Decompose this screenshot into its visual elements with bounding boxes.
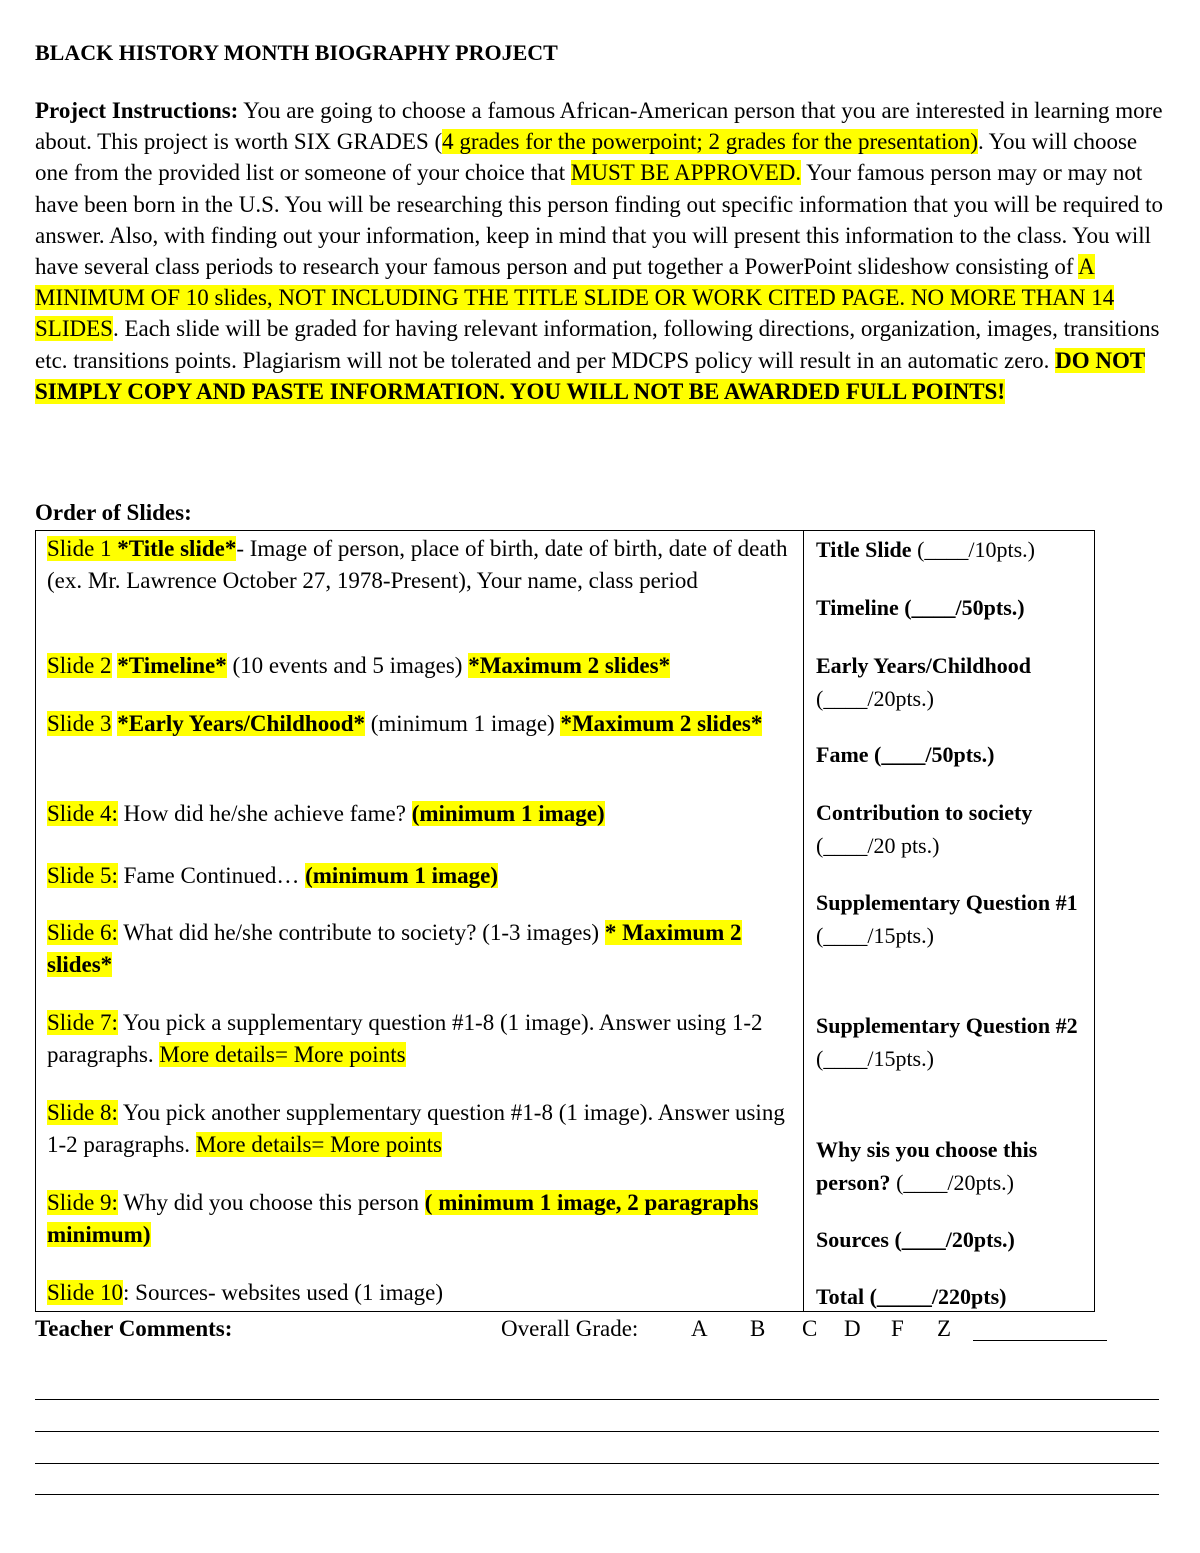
- slide-count-highlight: A MINIMUM OF 10 slides, NOT INCLUDING THE TITLE SLIDE OR WORK CITED PAGE. NO MORE THAN 14 SLIDES: [35, 254, 1115, 342]
- instructions-text-3: Your famous person may or may not have been born in the U.S. You will be researching this person finding out specific information that you will be required to answer. Also, with finding out your information, keep in mind that you will present this information to the class. You will have several class periods to research your famous person and put together a PowerPoint slideshow consisting of: [35, 160, 1164, 280]
- comment-line[interactable]: [35, 1399, 1159, 1400]
- instructions-text-4: . Each slide will be graded for having relevant information, following directions, organization, images, transitions etc. transitions points. Plagiarism will not be tolerated and per MDCPS policy will result in an automatic zero.: [35, 316, 1160, 373]
- points-sources: [816, 1223, 1086, 1256]
- slide-description: What did he/she contribute to society? (1-3 images): [117, 920, 605, 945]
- points-label: Supplementary Question #1: [816, 890, 1078, 915]
- slides-column: [36, 531, 804, 1311]
- slide-note: (minimum 1 image): [305, 863, 499, 888]
- points-fame: Fame (____/50pts.): [816, 742, 995, 767]
- points-label: Sources: [816, 1227, 889, 1252]
- slide-label: Slide 3: [47, 711, 112, 736]
- slide-1-row: [47, 533, 789, 597]
- slide-note: *Maximum 2 slides*: [468, 653, 671, 678]
- slide-5-row: [47, 860, 789, 892]
- points-timeline: Timeline (____/50pts.): [816, 595, 1025, 620]
- points-score: (____/10pts.): [911, 537, 1036, 562]
- slide-6-row: [47, 917, 789, 981]
- points-label: Contribution to society: [816, 800, 1033, 825]
- grade-option-f[interactable]: F: [891, 1316, 904, 1341]
- points-label: Supplementary Question #2: [816, 1013, 1078, 1038]
- teacher-comments-label: Teacher Comments:: [35, 1316, 233, 1341]
- slide-2-row: [47, 650, 789, 682]
- grade-option-b[interactable]: B: [750, 1316, 766, 1341]
- slide-4-row: [47, 798, 789, 830]
- slide-description: - Image of person, place of birth, date of birth, date of death (ex. Mr. Lawrence October 27, 1978-Present), Your name, class period: [47, 536, 788, 593]
- slide-7-row: [47, 1007, 789, 1071]
- slide-note: ( minimum 1 image, 2 paragraphs minimum): [47, 1190, 759, 1247]
- grade-option-d[interactable]: D: [844, 1316, 861, 1341]
- points-supplementary-1: [816, 886, 1086, 952]
- grades-highlight: 4 grades for the powerpoint; 2 grades for the presentation): [442, 129, 979, 155]
- points-score: (____/20 pts.): [816, 833, 940, 858]
- grade-option-a[interactable]: A: [691, 1316, 708, 1341]
- slide-note: *Maximum 2 slides*: [560, 711, 763, 736]
- slide-8-row: [47, 1097, 789, 1161]
- slide-title: *Title slide*: [117, 536, 237, 561]
- slide-title: *Timeline*: [117, 653, 227, 678]
- comment-line[interactable]: [35, 1494, 1159, 1495]
- slide-label: Slide 10: [47, 1280, 124, 1305]
- instructions-text-2: . You will choose one from the provided list or someone of your choice that: [35, 129, 1138, 186]
- plagiarism-warning: DO NOT SIMPLY COPY AND PASTE INFORMATION. YOU WILL NOT BE AWARDED FULL POINTS!: [35, 347, 1146, 404]
- points-label: Why sis you choose this person?: [816, 1137, 1038, 1195]
- points-score: (____/20pts.): [816, 686, 934, 711]
- slide-label: Slide 8:: [47, 1100, 118, 1125]
- slide-note: (minimum 1 image): [411, 801, 605, 826]
- points-total: Total (_____/220pts): [816, 1284, 1007, 1309]
- slide-title: *Early Years/Childhood*: [117, 711, 365, 736]
- project-instructions: [35, 95, 1165, 407]
- slide-description: You pick a supplementary question #1-8 (1 image). Answer using 1-2 paragraphs.: [47, 1010, 763, 1067]
- points-title-slide: [816, 533, 1086, 566]
- grade-blank-line[interactable]: [973, 1340, 1107, 1341]
- points-score: (____/15pts.): [816, 1046, 934, 1071]
- instructions-text-1: You are going to choose a famous African-American person that you are interested in learning more about. This project is worth SIX GRADES (: [35, 98, 1163, 155]
- slide-description: You pick another supplementary question #1-8 (1 image). Answer using 1-2 paragraphs.: [47, 1100, 785, 1157]
- approval-highlight: MUST BE APPROVED.: [570, 160, 802, 186]
- order-of-slides-heading: Order of Slides:: [35, 500, 192, 525]
- slide-label: Slide 4:: [47, 801, 118, 826]
- slide-description: Why did you choose this person: [117, 1190, 425, 1215]
- points-label: Title Slide: [816, 537, 912, 562]
- points-supplementary-2: [816, 1009, 1086, 1075]
- points-score: (____/20pts.): [890, 1170, 1015, 1195]
- slide-description: (10 events and 5 images): [226, 653, 469, 678]
- slide-description: Fame Continued…: [117, 863, 306, 888]
- grading-footer: [35, 1313, 1115, 1345]
- points-early-years: [816, 649, 1086, 715]
- grade-option-z[interactable]: Z: [937, 1316, 952, 1341]
- document-title: BLACK HISTORY MONTH BIOGRAPHY PROJECT: [35, 40, 558, 65]
- slide-label: Slide 9:: [47, 1190, 118, 1215]
- slide-label: Slide 1: [47, 536, 118, 561]
- slide-label: Slide 6:: [47, 920, 118, 945]
- points-score: (____/20pts.): [888, 1227, 1015, 1252]
- slides-table: [35, 530, 1095, 1312]
- points-column: [804, 531, 1094, 1311]
- comment-line[interactable]: [35, 1463, 1159, 1464]
- points-contribution: [816, 796, 1086, 862]
- slide-label: Slide 5:: [47, 863, 118, 888]
- slide-description: How did he/she achieve fame?: [117, 801, 412, 826]
- slide-label: Slide 7:: [47, 1010, 118, 1035]
- slide-note: More details= More points: [159, 1042, 406, 1067]
- points-score: (____/15pts.): [816, 923, 934, 948]
- slide-description: (minimum 1 image): [365, 711, 561, 736]
- overall-grade-label: Overall Grade:: [501, 1316, 639, 1341]
- instructions-label: Project Instructions:: [35, 98, 239, 123]
- grade-option-c[interactable]: C: [802, 1316, 818, 1341]
- slide-10-row: [47, 1277, 789, 1309]
- slide-note: * Maximum 2 slides*: [47, 920, 742, 977]
- slide-description: : Sources- websites used (1 image): [123, 1280, 444, 1305]
- slide-label: Slide 2: [47, 653, 112, 678]
- points-why-choose: [816, 1133, 1086, 1199]
- comment-line[interactable]: [35, 1431, 1159, 1432]
- slide-note: More details= More points: [195, 1132, 442, 1157]
- slide-3-row: [47, 708, 789, 740]
- slide-9-row: [47, 1187, 789, 1251]
- points-label: Early Years/Childhood: [816, 653, 1031, 678]
